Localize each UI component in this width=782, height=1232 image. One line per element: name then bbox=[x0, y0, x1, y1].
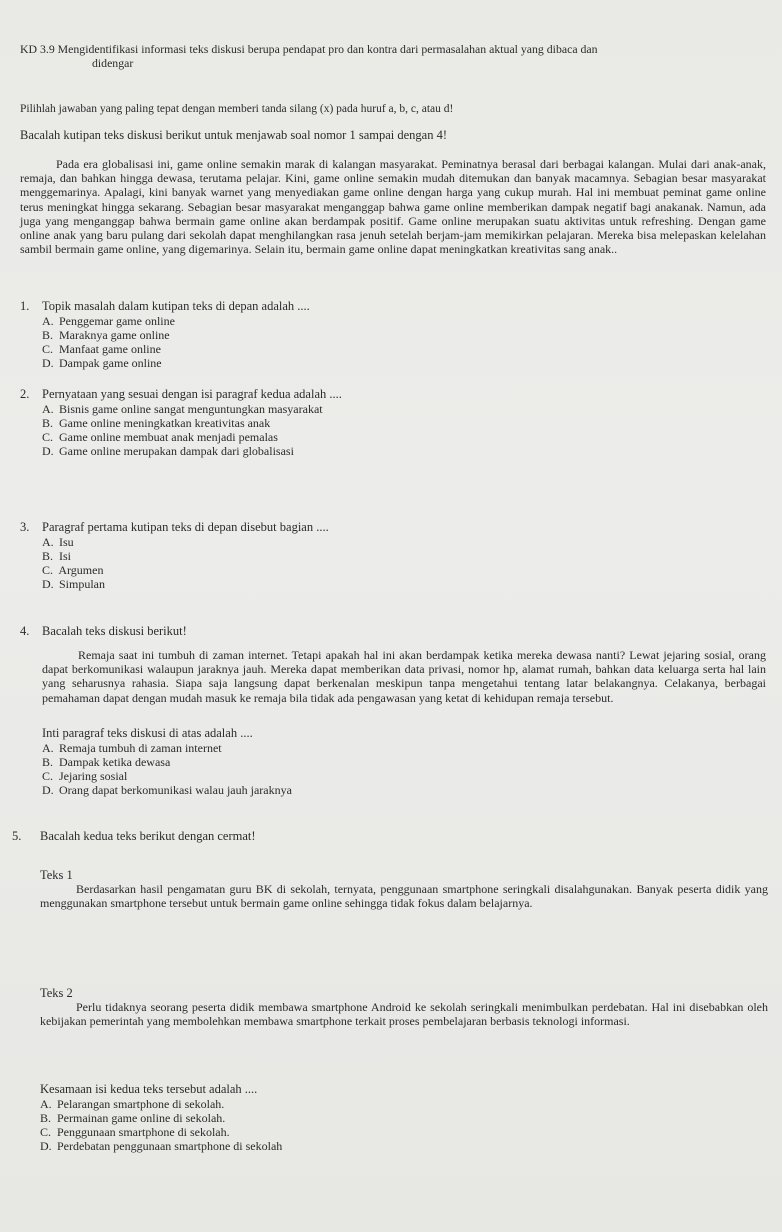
option-text: Game online merupakan dampak dari globalisasi bbox=[59, 444, 294, 458]
q1-number: 1. bbox=[20, 299, 30, 313]
instruction-read: Bacalah kutipan teks diskusi berikut untuk menjawab soal nomor 1 sampai dengan 4! bbox=[20, 128, 447, 142]
instruction-choose: Pilihlah jawaban yang paling tepat dengan memberi tanda silang (x) pada huruf a, b, c, atau d! bbox=[20, 103, 454, 115]
q5-teks1-text: Berdasarkan hasil pengamatan guru BK di sekolah, ternyata, penggunaan smartphone seringkali disalahgunakan. Banyak peserta didik yang menggunakan smartphone tersebut untuk bermain game online sehingga tidak fokus dalam belajarnya. bbox=[40, 882, 768, 911]
q1-option-b[interactable] bbox=[42, 328, 170, 342]
q1-option-d[interactable] bbox=[42, 356, 162, 370]
q4-number: 4. bbox=[20, 624, 30, 638]
q4-option-c[interactable] bbox=[42, 769, 127, 783]
option-key: B. bbox=[42, 328, 54, 342]
option-key: A. bbox=[42, 741, 54, 755]
option-key: D. bbox=[42, 783, 54, 797]
q1-option-a[interactable] bbox=[42, 314, 175, 328]
option-text: Isi bbox=[59, 549, 71, 563]
passage-text: Pada era globalisasi ini, game online semakin marak di kalangan masyarakat. Peminatnya berasal dari berbagai kalangan. Mulai dari anak-anak, remaja, dan bahkan hingga dewasa, terutama pelajar. Kini, game online semakin mudah ditemukan dan banyak macamnya. Sebagian besar masyarakat menggemarinya. Apalagi, kini banyak warnet yang menyediakan game online dengan harga yang cukup murah. Hal ini membuat peminat game online terus meningkat hingga sekarang. Sebagian besar masyarakat menganggap bahwa game online memberikan dampak negatif bagi anakanak. Namun, ada juga yang menganggap bahwa bermain game online akan berdampak positif. Game online merupakan suatu aktivitas untuk refreshing. Dengan game online anak yang baru pulang dari sekolah dapat menghilangkan rasa jenuh setelah berjam-jam memikirkan pelajaran. Mereka bisa melepaskan kelelahan sambil bermain game online, yang digemarinya. Selain itu, bermain game online dapat meningkatkan kreativitas sang anak.. bbox=[20, 157, 766, 257]
option-text: Dampak ketika dewasa bbox=[59, 755, 171, 769]
q2-option-d[interactable] bbox=[42, 444, 294, 458]
q2-option-a[interactable] bbox=[42, 402, 323, 416]
option-key: A. bbox=[40, 1097, 52, 1111]
option-text: Argumen bbox=[58, 563, 104, 577]
option-key: B. bbox=[40, 1111, 52, 1125]
option-text: Permainan game online di sekolah. bbox=[57, 1111, 226, 1125]
q3-option-a[interactable] bbox=[42, 535, 74, 549]
option-text: Remaja tumbuh di zaman internet bbox=[59, 741, 222, 755]
option-key: A. bbox=[42, 402, 54, 416]
q5-option-c[interactable] bbox=[40, 1125, 230, 1139]
q5-teks1 bbox=[40, 882, 768, 910]
option-key: C. bbox=[42, 769, 54, 783]
q2-number: 2. bbox=[20, 387, 30, 401]
option-key: A. bbox=[42, 535, 54, 549]
option-text: Manfaat game online bbox=[59, 342, 161, 356]
option-text: Penggunaan smartphone di sekolah. bbox=[57, 1125, 230, 1139]
q5-option-a[interactable] bbox=[40, 1097, 224, 1111]
option-text: Isu bbox=[59, 535, 74, 549]
option-key: D. bbox=[42, 577, 54, 591]
option-text: Jejaring sosial bbox=[59, 769, 128, 783]
q5-text: Bacalah kedua teks berikut dengan cermat! bbox=[40, 829, 256, 843]
q4-passage-text: Remaja saat ini tumbuh di zaman internet. Tetapi apakah hal ini akan berdampak ketika mereka dewasa nanti? Lewat jejaring sosial, orang dapat berkomunikasi walaupun jaraknya jauh. Mereka dapat memberikan data privasi, nomor hp, alamat rumah, bahkan data keluarga serta hal lain yang seharusnya rahasia. Siapa saja langsung dapat berkenalan meskipun tanpa mengetahui tentang latar belakangnya. Celakanya, berbagai pemahaman dapat dengan mudah masuk ke remaja bila tidak ada pengawasan yang ketat di kehidupan remaja tersebut. bbox=[42, 648, 766, 705]
q3-option-c[interactable] bbox=[42, 563, 103, 577]
q2-option-b[interactable] bbox=[42, 416, 270, 430]
option-text: Maraknya game online bbox=[59, 328, 170, 342]
q4-option-d[interactable] bbox=[42, 783, 292, 797]
q5-teks1-label: Teks 1 bbox=[40, 868, 73, 882]
option-text: Dampak game online bbox=[59, 356, 162, 370]
option-key: B. bbox=[42, 755, 54, 769]
q2-option-c[interactable] bbox=[42, 430, 278, 444]
option-text: Game online membuat anak menjadi pemalas bbox=[59, 430, 278, 444]
q3-number: 3. bbox=[20, 520, 30, 534]
q5-option-d[interactable] bbox=[40, 1139, 282, 1153]
q4-option-b[interactable] bbox=[42, 755, 170, 769]
option-key: B. bbox=[42, 416, 54, 430]
option-text: Orang dapat berkomunikasi walau jauh jaraknya bbox=[59, 783, 292, 797]
q5-number: 5. bbox=[12, 829, 22, 843]
option-key: C. bbox=[42, 342, 54, 356]
q1-option-c[interactable] bbox=[42, 342, 161, 356]
q3-option-b[interactable] bbox=[42, 549, 71, 563]
q5-teks2-text: Perlu tidaknya seorang peserta didik membawa smartphone Android ke sekolah seringkali menimbulkan perdebatan. Hal ini disebabkan oleh kebijakan pemerintah yang membolehkan membawa smartphone terkait proses pembelajaran berbasis teknologi informasi. bbox=[40, 1000, 768, 1029]
option-key: D. bbox=[40, 1139, 52, 1153]
option-text: Game online meningkatkan kreativitas anak bbox=[59, 416, 271, 430]
q4-text: Bacalah teks diskusi berikut! bbox=[42, 624, 187, 638]
option-text: Penggemar game online bbox=[59, 314, 175, 328]
passage-paragraph bbox=[20, 157, 766, 256]
q1-text: Topik masalah dalam kutipan teks di depan adalah .... bbox=[42, 299, 310, 313]
option-text: Simpulan bbox=[59, 577, 106, 591]
option-key: B. bbox=[42, 549, 54, 563]
q4-passage bbox=[42, 648, 766, 705]
q2-text: Pernyataan yang sesuai dengan isi paragraf kedua adalah .... bbox=[42, 387, 342, 401]
option-key: D. bbox=[42, 444, 54, 458]
q5-option-b[interactable] bbox=[40, 1111, 225, 1125]
option-text: Pelarangan smartphone di sekolah. bbox=[57, 1097, 225, 1111]
option-key: C. bbox=[42, 563, 54, 577]
option-key: C. bbox=[40, 1125, 52, 1139]
option-text: Bisnis game online sangat menguntungkan masyarakat bbox=[59, 402, 323, 416]
option-key: A. bbox=[42, 314, 54, 328]
q5-teks2 bbox=[40, 1000, 768, 1028]
q5-teks2-label: Teks 2 bbox=[40, 986, 73, 1000]
option-text: Perdebatan penggunaan smartphone di sekolah bbox=[57, 1139, 283, 1153]
q4-option-a[interactable] bbox=[42, 741, 222, 755]
kd-line-2: didengar bbox=[92, 56, 134, 70]
option-key: C. bbox=[42, 430, 54, 444]
q4-prompt: Inti paragraf teks diskusi di atas adalah .... bbox=[42, 726, 253, 740]
q3-text: Paragraf pertama kutipan teks di depan disebut bagian .... bbox=[42, 520, 329, 534]
kd-line-1: KD 3.9 Mengidentifikasi informasi teks diskusi berupa pendapat pro dan kontra dari permasalahan aktual yang dibaca dan bbox=[20, 42, 598, 56]
q5-prompt: Kesamaan isi kedua teks tersebut adalah .... bbox=[40, 1082, 258, 1096]
option-key: D. bbox=[42, 356, 54, 370]
q3-option-d[interactable] bbox=[42, 577, 105, 591]
